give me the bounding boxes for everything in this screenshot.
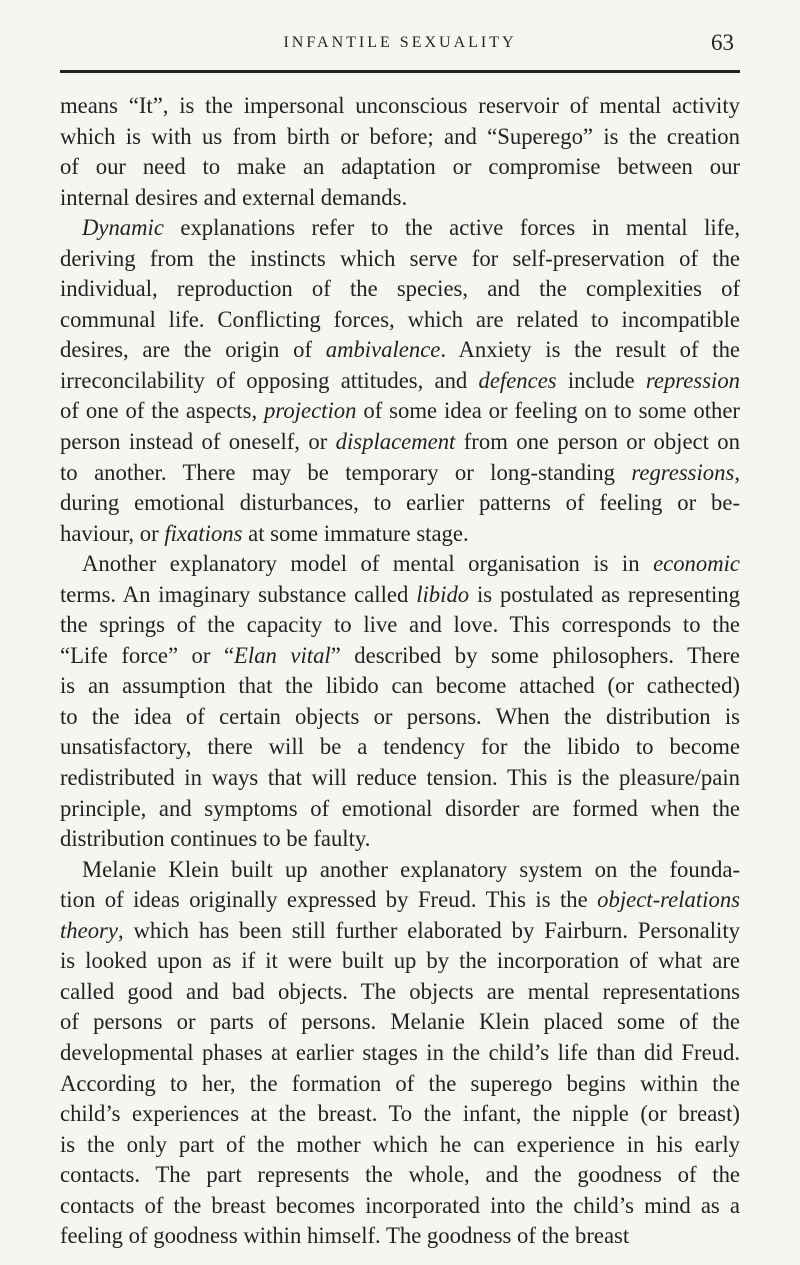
text-run: is an assumption that the libido can become attached (or cathected) <box>60 673 740 699</box>
text-run: desires, are the origin of <box>60 337 326 363</box>
text-run: ” described by some philosophers. There <box>330 642 740 668</box>
text-run: of persons or parts of persons. Melanie Klein placed some of the <box>60 1009 740 1035</box>
text-run: during emotional disturbances, to earlier patterns of feeling or be- <box>60 490 740 516</box>
body-text <box>60 91 740 1252</box>
text-line <box>60 1099 740 1130</box>
text-run: terms. An imaginary substance called <box>60 581 417 607</box>
italic-term: Dynamic <box>82 215 164 241</box>
italic-term: displacement <box>335 429 456 455</box>
text-run: contacts. The part represents the whole, and the goodness of the <box>60 1162 740 1188</box>
text-run: Melanie Klein built up another explanatory system on the founda- <box>82 856 740 882</box>
italic-term: fixations <box>164 520 243 546</box>
text-run: principle, and symptoms of emotional disorder are formed when the <box>60 795 740 821</box>
text-line <box>60 274 740 305</box>
text-run: include <box>556 367 646 393</box>
text-run: which is with us from birth or before; and “Superego” is the creation <box>60 123 740 149</box>
text-line <box>60 213 740 244</box>
text-line <box>60 580 740 611</box>
text-line <box>60 91 740 122</box>
text-run: According to her, the formation of the superego begins within the <box>60 1070 740 1096</box>
text-run: to another. There may be temporary or long-standing <box>60 459 632 485</box>
header-rule <box>60 70 740 73</box>
text-line <box>60 122 740 153</box>
text-run: of our need to make an adaptation or compromise between our <box>60 154 740 180</box>
italic-term: Elan vital <box>234 642 331 668</box>
text-line <box>60 855 740 886</box>
text-run: developmental phases at earlier stages in the child’s life than did Freud. <box>60 1039 740 1065</box>
running-head <box>60 30 740 66</box>
text-run: to the idea of certain objects or persons. When the distribution is <box>60 703 740 729</box>
text-line <box>60 794 740 825</box>
text-line <box>60 641 740 672</box>
text-run: means “It”, is the impersonal unconscious reservoir of mental activity <box>60 93 740 118</box>
text-line <box>60 1130 740 1161</box>
italic-term: object-relations <box>597 887 740 913</box>
text-line <box>60 1221 740 1252</box>
text-run: explanations refer to the active forces in mental life, <box>163 215 740 241</box>
text-line <box>60 916 740 947</box>
text-line <box>60 1069 740 1100</box>
text-run: called good and bad objects. The objects are mental representations <box>60 978 740 1004</box>
text-run: . Anxiety is the result of the <box>440 337 740 363</box>
italic-term: regressions <box>631 459 735 485</box>
text-run: haviour, or <box>60 520 165 546</box>
italic-term: projection <box>264 398 357 424</box>
text-run: is postulated as representing <box>469 581 740 607</box>
italic-term: ambivalence <box>325 337 441 363</box>
text-line <box>60 427 740 458</box>
text-line <box>60 1007 740 1038</box>
text-line <box>60 244 740 275</box>
italic-term: repression <box>645 367 741 393</box>
text-line <box>60 396 740 427</box>
text-run: person instead of oneself, or <box>60 429 336 455</box>
italic-term: libido <box>416 581 470 607</box>
text-run: child’s experiences at the breast. To the infant, the nipple (or breast) <box>60 1101 740 1127</box>
text-run: is looked upon as if it were built up by the incorporation of what are <box>60 948 740 974</box>
text-line <box>60 946 740 977</box>
text-line <box>60 702 740 733</box>
text-line <box>60 488 740 519</box>
text-run: unsatisfactory, there will be a tendency for the libido to become <box>60 734 740 760</box>
text-run: of some idea or feeling on to some other <box>356 398 740 424</box>
text-run: of one of the aspects, <box>60 398 265 424</box>
text-run: at some immature stage. <box>242 520 469 546</box>
text-line <box>60 610 740 641</box>
text-line <box>60 549 740 580</box>
text-run: , which has been still further elaborated by Fairburn. Personality <box>117 917 740 943</box>
text-line <box>60 763 740 794</box>
text-run: redistributed in ways that will reduce tension. This is the pleasure/pain <box>60 765 740 791</box>
text-run: the springs of the capacity to live and love. This corresponds to the <box>60 612 740 638</box>
running-title: INFANTILE SEXUALITY <box>283 34 517 51</box>
text-run: distribution continues to be faulty. <box>60 826 371 852</box>
text-line <box>60 183 740 214</box>
text-run: tion of ideas originally expressed by Freud. This is the <box>60 887 598 913</box>
text-line <box>60 458 740 489</box>
text-run: , <box>734 459 740 485</box>
text-run: communal life. Conflicting forces, which are related to incompatible <box>60 306 740 332</box>
text-run: from one person or object on <box>455 429 740 455</box>
text-line <box>60 335 740 366</box>
text-line <box>60 1191 740 1222</box>
italic-term: theory <box>60 917 118 943</box>
text-line <box>60 305 740 336</box>
text-run: Another explanatory model of mental organisation is in <box>82 551 654 577</box>
text-run: “Life force” or “ <box>60 642 235 668</box>
text-run: irreconcilability of opposing attitudes, and <box>60 367 479 393</box>
text-run: internal desires and external demands. <box>60 184 408 210</box>
text-line <box>60 1038 740 1069</box>
text-line <box>60 824 740 855</box>
text-line <box>60 152 740 183</box>
page-number: 63 <box>711 30 734 55</box>
italic-term: defences <box>478 367 557 393</box>
text-run: deriving from the instincts which serve for self-preservation of the <box>60 245 740 271</box>
text-line <box>60 1160 740 1191</box>
text-line <box>60 671 740 702</box>
text-line <box>60 732 740 763</box>
text-line <box>60 366 740 397</box>
text-run: feeling of goodness within himself. The goodness of the breast <box>60 1223 630 1249</box>
text-run: is the only part of the mother which he can experience in his early <box>60 1131 740 1157</box>
text-line <box>60 977 740 1008</box>
text-line <box>60 885 740 916</box>
text-line <box>60 519 740 550</box>
text-run: contacts of the breast becomes incorporated into the child’s mind as a <box>60 1192 740 1218</box>
italic-term: economic <box>653 551 740 577</box>
text-run: individual, reproduction of the species, and the complexities of <box>60 276 740 302</box>
